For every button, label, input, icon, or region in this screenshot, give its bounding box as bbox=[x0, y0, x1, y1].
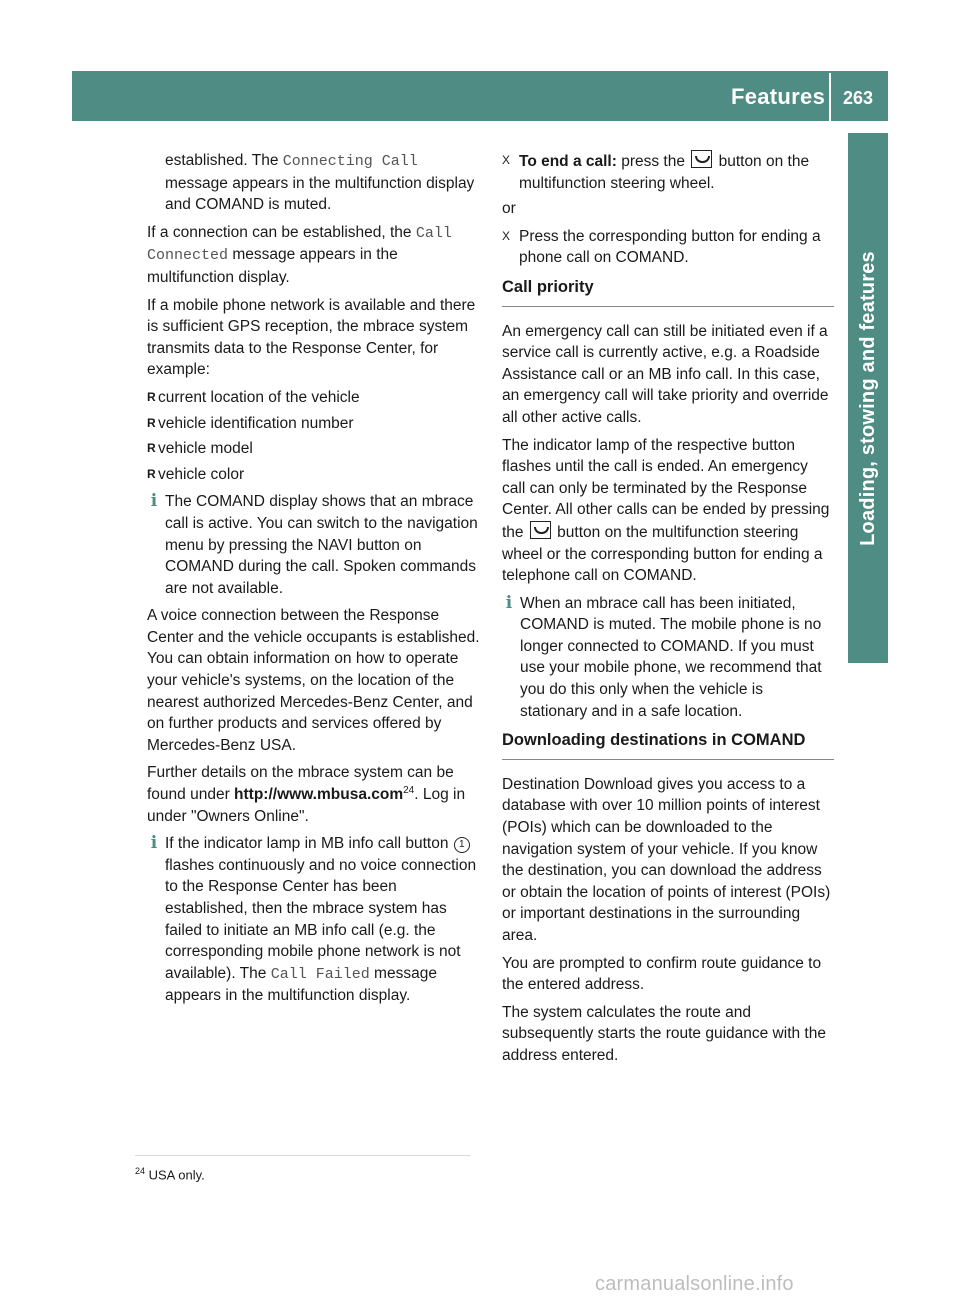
chapter-tab-label-wrap bbox=[848, 133, 888, 663]
step-arrow-icon: X bbox=[502, 153, 511, 167]
paragraph-route: The system calculates the route and subsequently starts the route guidance with the address entered. bbox=[502, 1003, 826, 1064]
bullet-icon: R bbox=[147, 441, 156, 456]
section-heading-downloading: Downloading destinations in COMAND bbox=[502, 730, 834, 760]
section-heading-call-priority: Call priority bbox=[502, 277, 834, 307]
paragraph-transmits: If a mobile phone network is available and there is sufficient GPS reception, the mbrace system transmits data to the Response Center, for example: bbox=[147, 296, 476, 379]
info-note: i When an mbrace call has been initiated, COMAND is muted. The mobile phone is no longer connected to COMAND. If you must use your mobile phone, we recommend that you do this only when the vehicle is stationary and in a safe location. bbox=[502, 593, 834, 723]
right-column bbox=[502, 150, 834, 1073]
paragraph-voice-connection: A voice connection between the Response Center and the vehicle occupants is established. You can obtain information on how to operate your vehicle's systems, on the location of the nearest authorized Mercedes-Benz Center, and on further products and services offered by Mercedes-Benz USA. bbox=[147, 607, 480, 754]
display-message: Connecting Call bbox=[282, 153, 418, 170]
paragraph-destination-download: Destination Download gives you access to a database with over 10 million points of interest (POIs) which can be downloaded to the navigation system of your vehicle. If you know the destination, you can download the address or obtain the location of points of interest (POIs) or important destinations in the surrounding area. bbox=[502, 775, 831, 944]
info-icon: i bbox=[505, 592, 513, 613]
end-call-icon bbox=[530, 521, 551, 539]
url-link: http://www.mbusa.com bbox=[234, 786, 404, 804]
info-note: i The COMAND display shows that an mbrace call is active. You can switch to the navigation menu by pressing the NAVI button on COMAND during the call. Spoken commands are not available. bbox=[147, 491, 482, 599]
header-divider bbox=[829, 73, 831, 121]
bullet-icon: R bbox=[147, 415, 156, 430]
page-number: 263 bbox=[843, 88, 874, 108]
list-item: R vehicle color bbox=[147, 464, 482, 486]
section-title: Features bbox=[731, 84, 826, 109]
end-call-icon bbox=[691, 150, 712, 168]
footnote-ref: 24 bbox=[403, 785, 415, 797]
display-message: Call Failed bbox=[270, 965, 370, 983]
paragraph-connecting: established. The Connecting Call message appears in the multifunction display and COMAND is muted. bbox=[165, 152, 475, 214]
button-number-icon: 1 bbox=[454, 837, 470, 853]
bullet-icon: R bbox=[147, 466, 156, 481]
footnote: $^{24}$ USA only. bbox=[135, 1166, 205, 1183]
paragraph-emergency: An emergency call can still be initiated even if a service call is currently active, e.g. a Roadside Assistance call or an MB info call. In this case, an emergency call will take priority and override all other active calls. bbox=[502, 322, 829, 426]
info-icon: i bbox=[150, 833, 158, 854]
bullet-icon: R bbox=[147, 389, 156, 404]
or-separator: or bbox=[502, 200, 516, 218]
instruction-step: X Press the corresponding button for ending a phone call on COMAND. bbox=[502, 227, 821, 267]
list-item: R current location of the vehicle bbox=[147, 387, 482, 409]
list-item: R vehicle identification number bbox=[147, 413, 482, 435]
watermark: carmanualsonline.info bbox=[595, 1273, 794, 1295]
step-arrow-icon: X bbox=[502, 228, 511, 243]
display-message: Call Connected bbox=[147, 224, 452, 265]
list-item: R vehicle model bbox=[147, 438, 482, 460]
instruction-step: X To end a call: press the button on the multifunction steering wheel. bbox=[502, 150, 834, 194]
footnote-rule bbox=[135, 1155, 470, 1156]
paragraph-confirm: You are prompted to confirm route guidance to the entered address. bbox=[502, 954, 822, 994]
paragraph-connected: If a connection can be established, the Call Connected message appears in the multifunction display. bbox=[147, 223, 452, 286]
chapter-tab-label: Loading, stowing and features bbox=[856, 250, 879, 546]
chapter-marker bbox=[848, 635, 888, 663]
paragraph-indicator-lamp: The indicator lamp of the respective button flashes until the call is ended. An emergency call can only be terminated by the Response Center. All other calls can be ended by pressing the button on the multifunction steering wheel or the corresponding button for ending a telephone call on COMAND. bbox=[502, 436, 830, 585]
left-column bbox=[147, 150, 482, 1013]
data-list bbox=[147, 387, 482, 485]
info-icon: i bbox=[150, 491, 158, 512]
info-note: i If the indicator lamp in MB info call button 1 flashes continuously and no voice connection to the Response Center has been established, then the mbrace system has failed to initiate an MB info call (e.g. the corresponding mobile phone network is not available). The Call Failed message appears in the multifunction display. bbox=[147, 833, 482, 1007]
paragraph-further-details: Further details on the mbrace system can be found under http://www.mbusa.com$^{24}$. Log in under "Owners Online". bbox=[147, 764, 466, 825]
